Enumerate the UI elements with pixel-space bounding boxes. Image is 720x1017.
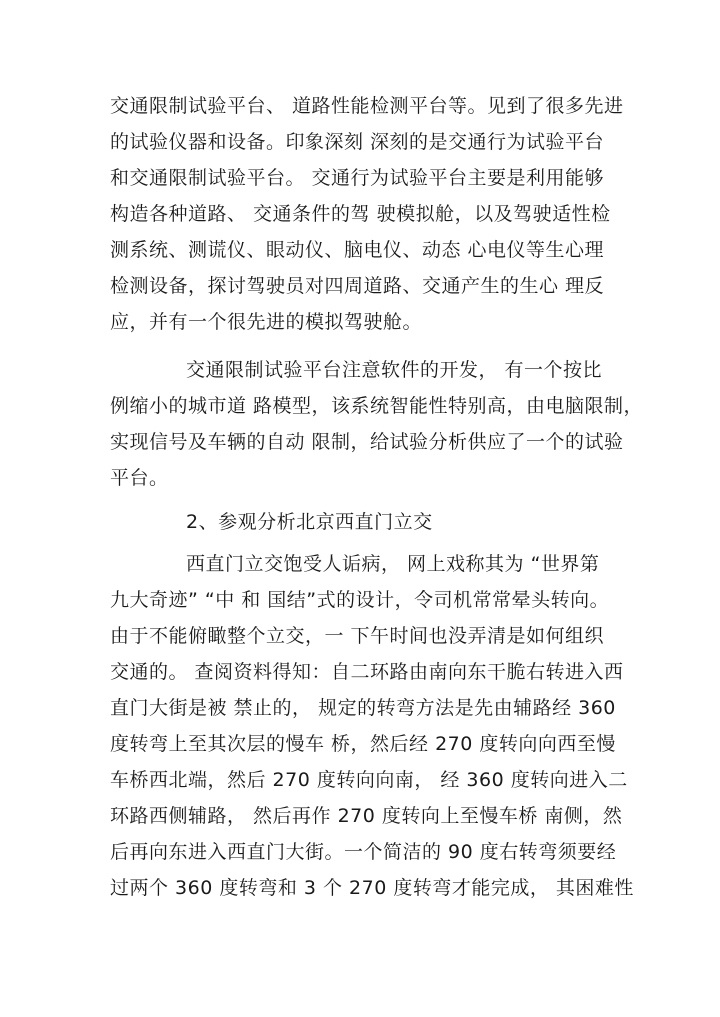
text-line: 例缩小的城市道 路模型，该系统智能性特别高，由电脑限制，	[110, 395, 644, 417]
text-line: 构造各种道路、 交通条件的驾 驶模拟舱，以及驾驶适性检	[110, 203, 611, 225]
text-line: 实现信号及车辆的自动 限制，给试验分析供应了一个的试验	[110, 431, 624, 453]
text-line: 平台。	[110, 467, 169, 489]
text-line: 直门大街是被 禁止的， 规定的转弯方法是先由辅路经 360	[110, 697, 616, 719]
paragraph-first-line: 西直门立交饱受人诟病， 网上戏称其为 “世界第	[186, 553, 600, 575]
text-line: 的试验仪器和设备。印象深刻 深刻的是交通行为试验平台	[110, 131, 605, 153]
text-line: 车桥西北端，然后 270 度转向向南， 经 360 度转向进入二	[110, 769, 628, 791]
text-line: 后再向东进入西直门大街。一个简洁的 90 度右转弯须要经	[110, 841, 617, 863]
text-line: 检测设备，探讨驾驶员对四周道路、交通产生的生心 理反	[110, 275, 605, 297]
text-line: 由于不能俯瞰整个立交，一 下午时间也没弄清是如何组织	[110, 625, 605, 647]
text-line: 交通限制试验平台、 道路性能检测平台等。见到了很多先进	[110, 95, 624, 117]
text-line: 九大奇迹” “中 和 国结”式的设计，令司机常常晕头转向。	[110, 589, 610, 611]
text-line: 交通的。 查阅资料得知：自二环路由南向东干脆右转进入西	[110, 661, 624, 683]
text-line: 测系统、测谎仪、眼动仪、脑电仪、动态 心电仪等生心理	[110, 239, 605, 261]
text-line: 度转弯上至其次层的慢车 桥，然后经 270 度转向向西至慢	[110, 733, 616, 755]
section-heading: 2、参观分析北京西直门立交	[186, 511, 433, 533]
paragraph-first-line: 交通限制试验平台注意软件的开发， 有一个按比	[186, 359, 603, 381]
text-line: 应，并有一个很先进的模拟驾驶舱。	[110, 311, 423, 333]
text-line: 过两个 360 度转弯和 3 个 270 度转弯才能完成， 其困难性	[110, 877, 634, 899]
text-line: 和交通限制试验平台。 交通行为试验平台主要是利用能够	[110, 167, 605, 189]
text-line: 环路西侧辅路， 然后再作 270 度转向上至慢车桥 南侧，然	[110, 805, 623, 827]
